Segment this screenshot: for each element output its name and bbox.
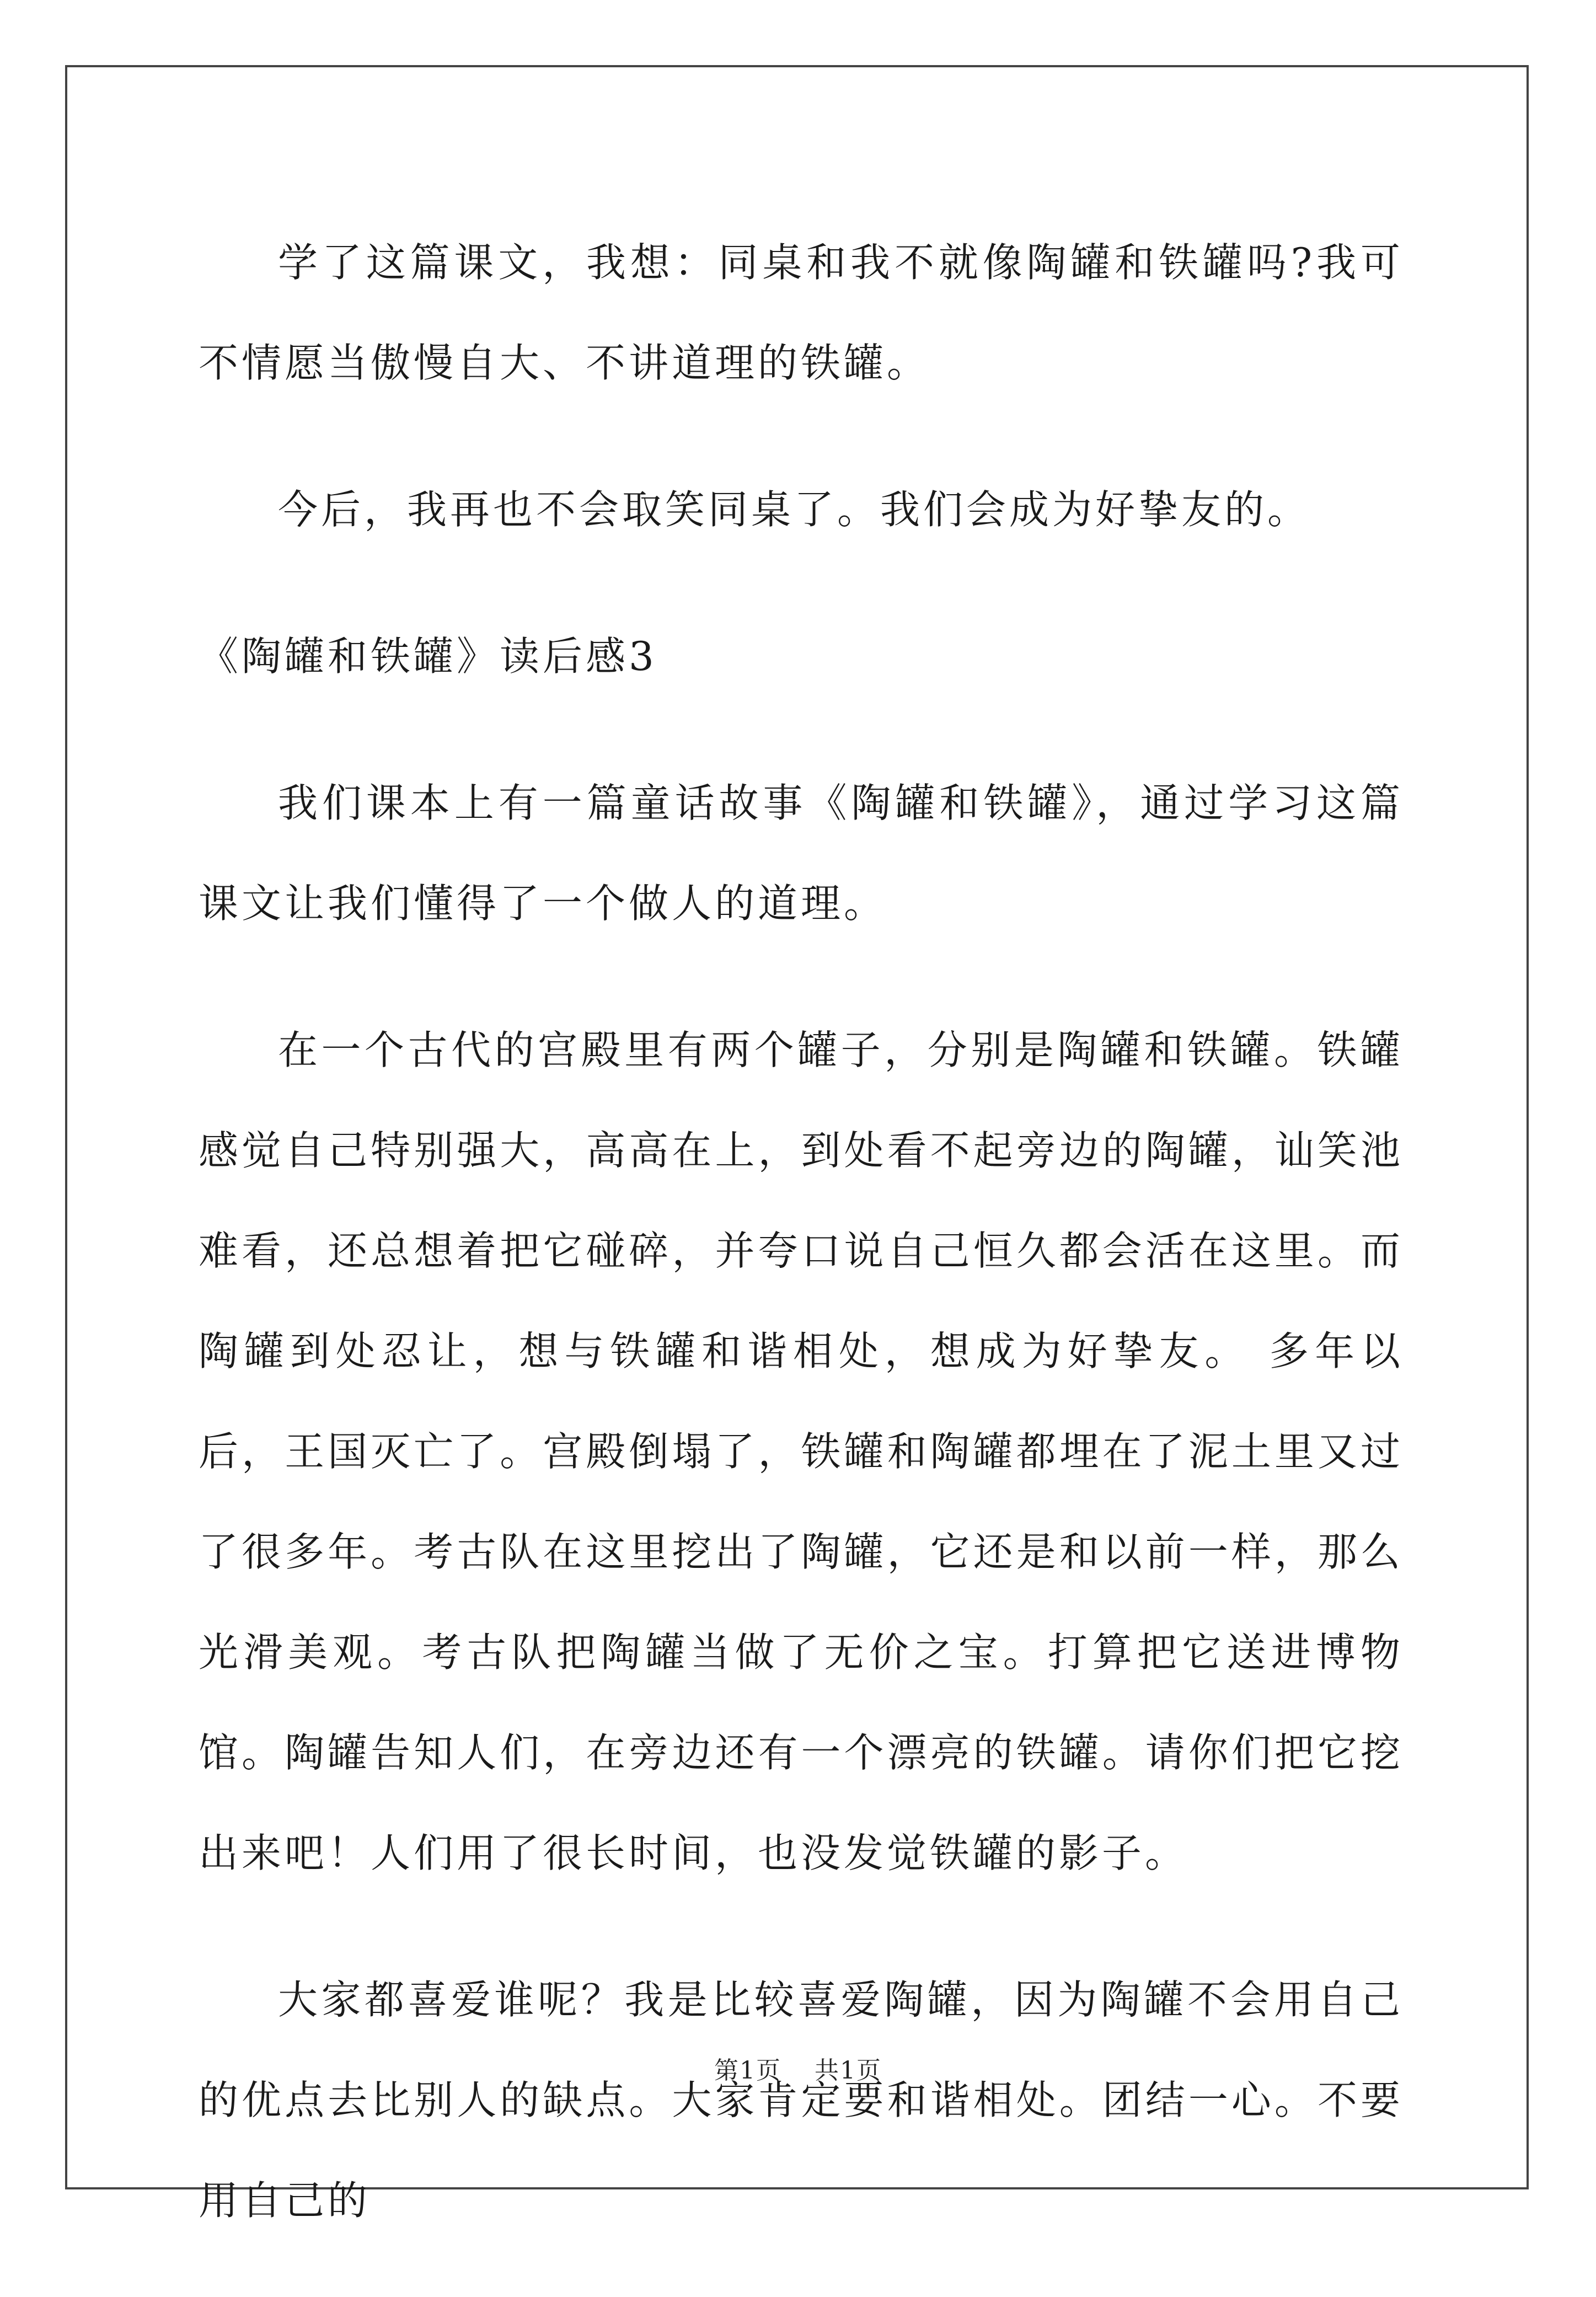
paragraph-3: 我们课本上有一篇童话故事《陶罐和铁罐》，通过学习这篇课文让我们懂得了一个做人的道理。 xyxy=(199,780,1404,927)
paragraph-5: 大家都喜爱谁呢？我是比较喜爱陶罐，因为陶罐不会用自己的优点去比别人的缺点。大家肯定要和谐相处。团结一心。不要用自己的 xyxy=(199,1977,1404,2224)
paragraph-2: 今后，我再也不会取笑同桌了。我们会成为好挚友的。 xyxy=(278,486,1311,533)
page-number: 第1页 xyxy=(714,2057,781,2085)
section-heading: 《陶罐和铁罐》读后感3 xyxy=(199,633,657,679)
paragraph-1: 学了这篇课文，我想：同桌和我不就像陶罐和铁罐吗?我可不情愿当傲慢自大、不讲道理的铁罐。 xyxy=(199,239,1404,386)
document-body xyxy=(199,212,1404,2297)
page-footer xyxy=(0,2054,1596,2087)
paragraph-4: 在一个古代的宫殿里有两个罐子，分别是陶罐和铁罐。铁罐感觉自己特别强大，高高在上，到处看不起旁边的陶罐，讪笑池难看，还总想着把它碰碎，并夸口说自己恒久都会活在这里。而陶罐到处忍让，想与铁罐和谐相处，想成为好挚友。 多年以后，王国灭亡了。宫殿倒塌了，铁罐和陶罐都埋在了泥土里又过了很多年。考古队在这里挖出了陶罐，它还是和以前一样，那么光滑美观。考古队把陶罐当做了无价之宝。打算把它送进博物馆。陶罐告知人们，在旁边还有一个漂亮的铁罐。请你们把它挖出来吧！人们用了很长时间，也没发觉铁罐的影子。 xyxy=(199,1027,1404,1876)
page-total: 共1页 xyxy=(815,2057,882,2085)
